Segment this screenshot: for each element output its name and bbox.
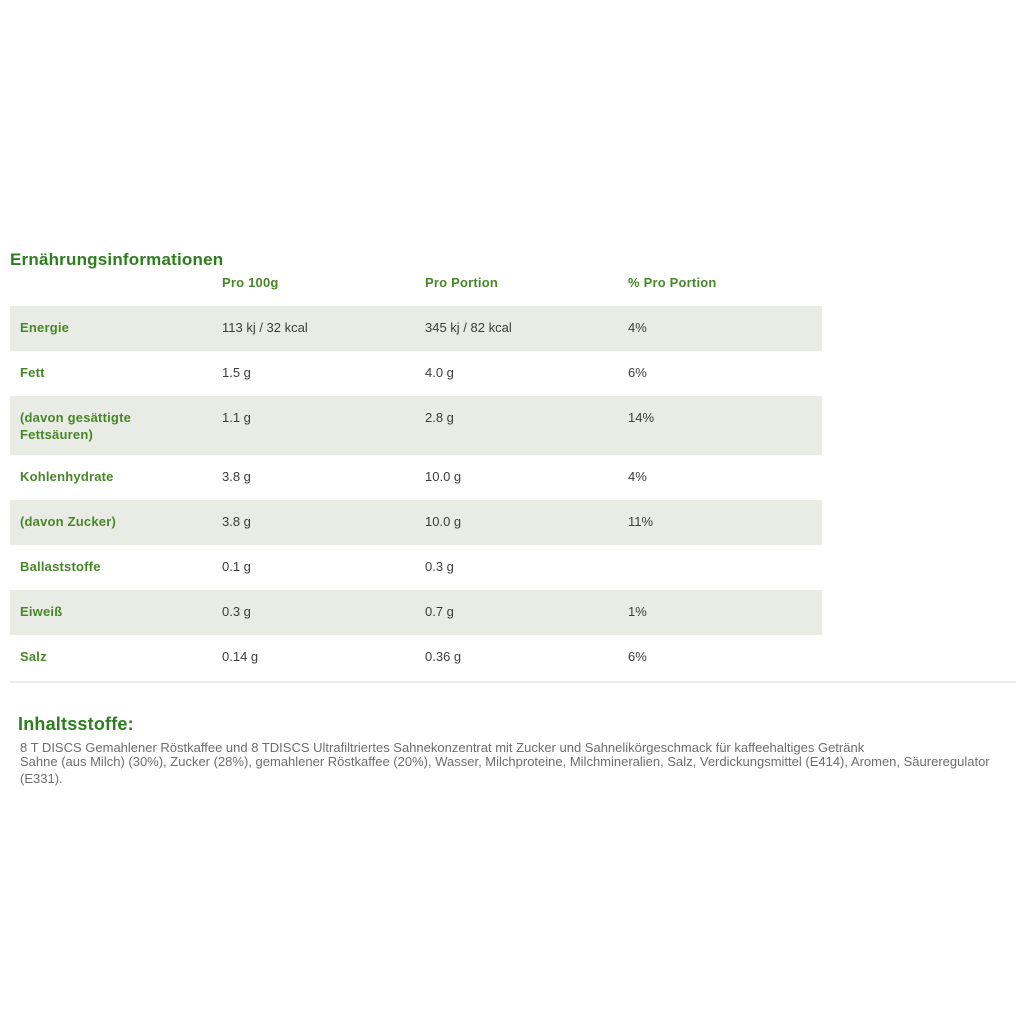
nutrition-table-body xyxy=(10,306,822,680)
table-row xyxy=(10,545,822,590)
header-percent-per-portion: % Pro Portion xyxy=(628,275,717,290)
row-label: Energie xyxy=(20,320,70,335)
cell-percent-per-portion: 14% xyxy=(628,410,655,425)
row-label: Fett xyxy=(20,365,45,380)
row-label: Salz xyxy=(20,649,47,664)
header-per-100g: Pro 100g xyxy=(222,275,279,290)
cell-per-100g: 3.8 g xyxy=(222,514,251,529)
header-empty xyxy=(10,275,222,306)
ingredients-intro: 8 T DISCS Gemahlener Röstkaffee und 8 TDISCS Ultrafiltriertes Sahnekonzentrat mit Zucker und Sahnelikörgeschmack für kaffeehaltiges Getränk xyxy=(20,740,865,755)
cell-per-100g: 1.5 g xyxy=(222,365,251,380)
cell-percent-per-portion: 4% xyxy=(628,320,647,335)
cell-percent-per-portion: 11% xyxy=(628,514,654,529)
nutrition-table-header xyxy=(10,270,822,306)
cell-per-portion: 10.0 g xyxy=(425,469,462,484)
table-row xyxy=(10,396,822,455)
row-label: (davon gesättigte Fettsäuren) xyxy=(20,410,132,442)
row-label: (davon Zucker) xyxy=(20,514,116,529)
row-label: Kohlenhydrate xyxy=(20,469,114,484)
cell-per-100g: 0.14 g xyxy=(222,649,259,664)
cell-per-100g: 0.3 g xyxy=(222,604,251,619)
nutrition-title: Ernährungsinformationen xyxy=(10,250,224,270)
row-label: Ballaststoffe xyxy=(20,559,101,574)
row-label: Eiweiß xyxy=(20,604,63,619)
table-row xyxy=(10,635,822,680)
cell-per-portion: 0.36 g xyxy=(425,649,462,664)
cell-per-portion: 2.8 g xyxy=(425,410,454,425)
ingredients-composition-line: Sahne (aus Milch) (30%), Zucker (28%), gemahlener Röstkaffee (20%), Wasser, Milchproteine, Milchmineralien, Salz, Verdickungsmittel (E414), Aromen, Säureregulator xyxy=(20,754,990,769)
table-row xyxy=(10,455,822,500)
ingredients-composition xyxy=(20,753,1015,787)
nutrition-table xyxy=(10,270,822,680)
cell-per-portion: 0.7 g xyxy=(425,604,454,619)
cell-percent-per-portion xyxy=(628,558,822,578)
table-row xyxy=(10,306,822,351)
cell-percent-per-portion: 6% xyxy=(628,649,647,664)
table-row xyxy=(10,590,822,635)
ingredients-title: Inhaltsstoffe: xyxy=(18,713,134,734)
cell-per-100g: 0.1 g xyxy=(222,559,251,574)
cell-per-100g: 3.8 g xyxy=(222,469,251,484)
cell-per-portion: 345 kj / 82 kcal xyxy=(425,320,512,335)
cell-per-portion: 4.0 g xyxy=(425,365,454,380)
table-row xyxy=(10,351,822,396)
section-divider xyxy=(10,681,1016,683)
ingredients-composition-line: (E331). xyxy=(20,771,63,786)
header-per-portion: Pro Portion xyxy=(425,275,498,290)
cell-percent-per-portion: 6% xyxy=(628,365,647,380)
table-row xyxy=(10,500,822,545)
cell-percent-per-portion: 1% xyxy=(628,604,647,619)
cell-percent-per-portion: 4% xyxy=(628,469,647,484)
cell-per-100g: 113 kj / 32 kcal xyxy=(222,320,308,335)
cell-per-100g: 1.1 g xyxy=(222,410,251,425)
cell-per-portion: 0.3 g xyxy=(425,559,454,574)
cell-per-portion: 10.0 g xyxy=(425,514,462,529)
